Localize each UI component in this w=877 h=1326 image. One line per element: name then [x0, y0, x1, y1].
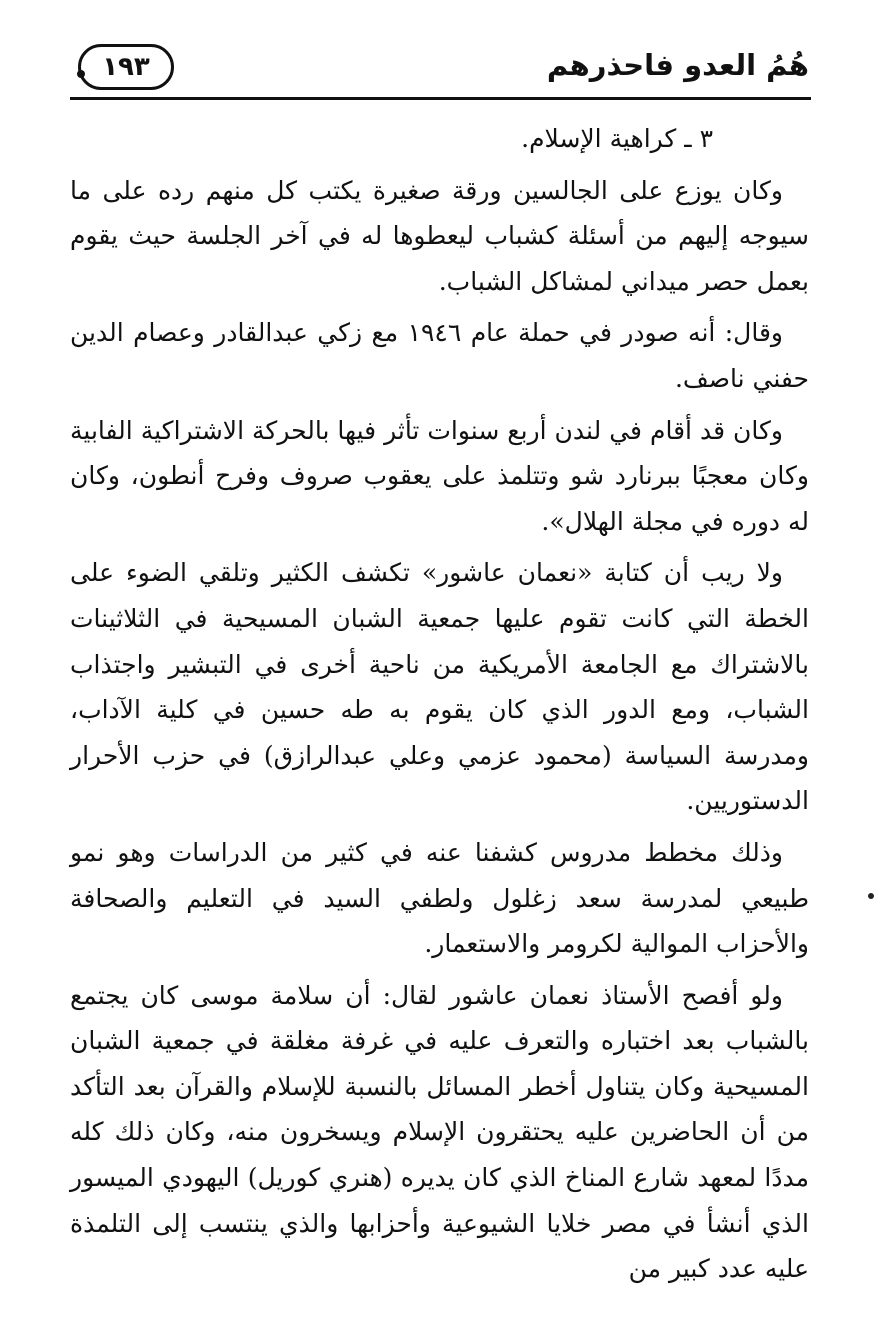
page-number-frame — [78, 44, 174, 90]
body-text — [70, 116, 809, 1298]
page-number: ١٩٣ — [102, 52, 150, 82]
scan-speck — [868, 893, 874, 899]
paragraph: وكان يوزع على الجالسين ورقة صغيرة يكتب كل منهم رده على ما سيوجه إليهم من أسئلة كشباب ليعطوها له في آخر الجلسة حيث يقوم بعمل حصر ميداني لمشاكل الشباب. — [70, 175, 809, 296]
running-title: هُمُ العدو فاحذرهم — [546, 48, 809, 82]
page-header — [70, 38, 811, 100]
paragraph: وذلك مخطط مدروس كشفنا عنه في كثير من الدراسات وهو نمو طبيعي لمدرسة سعد زغلول ولطفي السيد في التعليم والصحافة والأحزاب الموالية لكرومر والاستعمار. — [70, 837, 809, 959]
paragraph: ولا ريب أن كتابة «نعمان عاشور» تكشف الكثير وتلقي الضوء على الخطة التي كانت تقوم عليها جمعية الشبان المسيحية في الثلاثينات بالاشتراك مع الجامعة الأمريكية من ناحية أخرى في التبشير واجتذاب الشباب، ومع الدور الذي كان يقوم به طه حسين في كلية الآداب، ومدرسة السياسة (محمود عزمي وعلي عبدالرازق) في حزب الأحرار الدستوريين. — [70, 558, 809, 816]
list-item-paragraph: ٣ ـ كراهية الإسلام. — [521, 124, 713, 153]
frame-ornament-dot — [77, 70, 85, 78]
paragraph: وقال: أنه صودر في حملة عام ١٩٤٦ مع زكي عبدالقادر وعصام الدين حفني ناصف. — [70, 318, 809, 393]
header-rule — [70, 97, 811, 100]
paragraph: ولو أفصح الأستاذ نعمان عاشور لقال: أن سلامة موسى كان يجتمع بالشباب بعد اختباره والتعرف عليه في غرفة مغلقة في جمعية الشبان المسيحية وكان يتناول أخطر المسائل بالنسبة للإسلام والقرآن بعد التأكد من أن الحاضرين عليه يحتقرون الإسلام ويسخرون منه، وكان ذلك كله مددًا لمعهد شارع المناخ الذي كان يديره (هنري كوريل) اليهودي الميسور الذي أنشأ في مصر خلايا الشيوعية وأحزابها والذي ينتسب إلى التلمذة عليه عدد كبير من — [70, 980, 809, 1284]
paragraph: وكان قد أقام في لندن أربع سنوات تأثر فيها بالحركة الاشتراكية الفابية وكان معجبًا ببرنارد شو وتتلمذ على يعقوب صروف وفرح أنطون، وكان له دوره في مجلة الهلال». — [70, 415, 809, 536]
